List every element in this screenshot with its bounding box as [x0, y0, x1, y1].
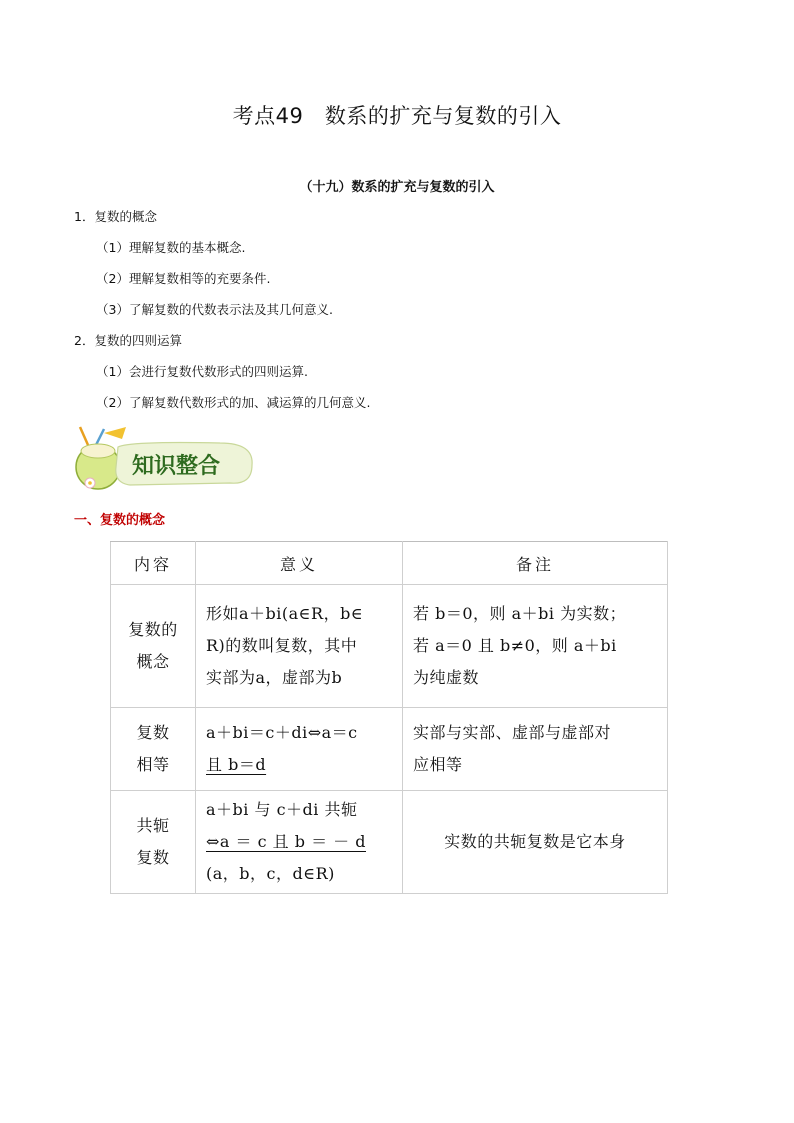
row-label: 复数 相等 [111, 708, 196, 791]
table-row [111, 708, 668, 791]
section-title: （十九）数系的扩充与复数的引入 [299, 180, 495, 195]
header-cell: 意义 [196, 542, 403, 585]
banner-text: 知识整合 [132, 454, 221, 479]
knowledge-banner [70, 425, 260, 495]
outline-item: （3）了解复数的代数表示法及其几何意义. [96, 302, 333, 317]
row-meaning: a＋bi 与 c＋di 共轭 ⇔a ＝ c 且 b ＝ － d (a，b，c，d∈R) [196, 791, 403, 894]
table-row [111, 585, 668, 708]
outline-item: （1）理解复数的基本概念. [96, 240, 246, 255]
row-meaning: 形如a＋bi(a∈R，b∈ R)的数叫复数，其中 实部为a，虚部为b [196, 585, 403, 708]
row-label: 共轭 复数 [111, 791, 196, 894]
page-title: 考点49 数系的扩充与复数的引入 [232, 104, 562, 128]
table-row [111, 791, 668, 894]
row-note: 实部与实部、虚部与虚部对 应相等 [403, 708, 668, 791]
outline-item: （2）理解复数相等的充要条件. [96, 271, 271, 286]
header-cell: 备注 [403, 542, 668, 585]
table-header-row [111, 542, 668, 585]
outline-item: （2）了解复数代数形式的加、减运算的几何意义. [96, 395, 371, 410]
row-note: 若 b＝0，则 a＋bi 为实数； 若 a＝0 且 b≠0，则 a＋bi 为纯虚数 [403, 585, 668, 708]
concept-table [110, 541, 668, 894]
row-label: 复数的 概念 [111, 585, 196, 708]
header-cell: 内容 [111, 542, 196, 585]
outline-heading-2: 2．复数的四则运算 [74, 333, 182, 348]
outline-item: （1）会进行复数代数形式的四则运算. [96, 364, 308, 379]
sub-heading: 一、复数的概念 [74, 513, 166, 528]
row-meaning: a＋bi＝c＋di⇔a＝c 且 b＝d [196, 708, 403, 791]
row-note: 实数的共轭复数是它本身 [403, 791, 668, 894]
outline-heading-1: 1．复数的概念 [74, 209, 157, 224]
